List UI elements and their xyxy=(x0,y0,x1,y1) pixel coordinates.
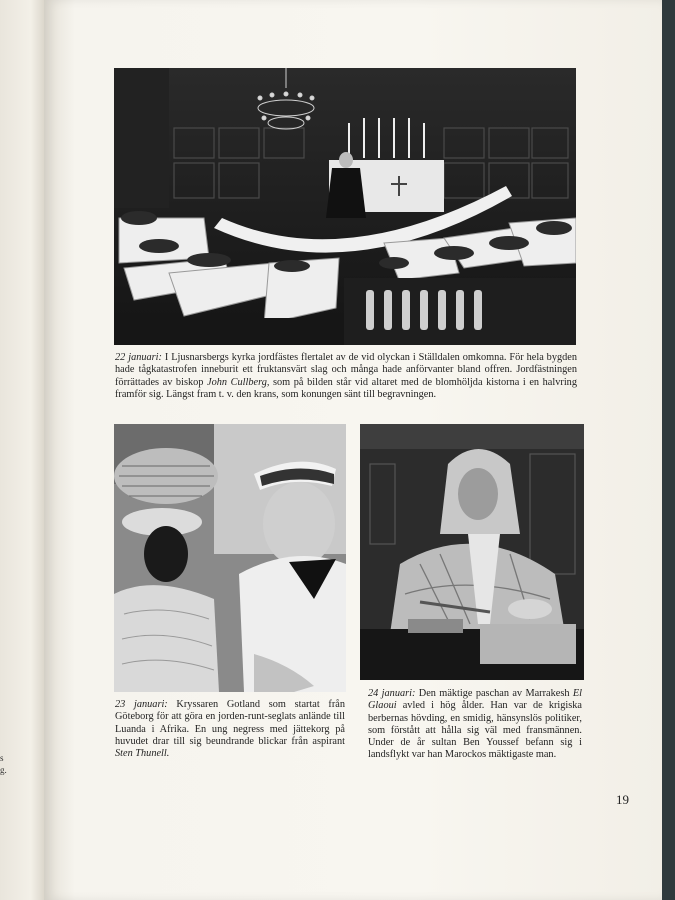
church-funeral-photo xyxy=(114,68,576,345)
caption-text: I Ljusnarsbergs kyrka jordfästes flertalet av de vid olyckan i Ställdalen omkomna. För hela bygden hade tågkatastrofen inneburit ett fruktansvärt slag och många hade anförvanter bland offren. Jordfästningen förrättades av biskop xyxy=(115,352,577,388)
caption-person-name: Sten Thunell. xyxy=(115,748,170,760)
left-page-edge xyxy=(0,0,44,900)
caption-text: Den mäktige paschan av Marrakesh xyxy=(415,688,573,699)
caption-person-name: El Glaoui xyxy=(368,688,582,712)
caption-23-januari xyxy=(115,699,345,760)
el-glaoui-photo xyxy=(360,424,584,680)
caption-person-name: John Cullberg, xyxy=(207,376,270,388)
caption-date: 22 januari: xyxy=(115,352,162,363)
page-number: 19 xyxy=(616,792,629,807)
caption-24-januari xyxy=(368,688,582,762)
caption-text: avled i hög ålder. Han var de krigiska berbernas hövding, en smidig, hänsynslös politiker, som förstått att hålla sig väl med fransmännen. Under de år sultan Ben Youssef befann sig i landsflykt var han Marockos mäktigaste man. xyxy=(368,700,582,761)
book-page xyxy=(44,0,662,900)
left-page-mark: s xyxy=(0,753,4,763)
caption-text: Kryssaren Gotland som startat från Göteborg för att göra en jorden-runt-seglats anlände till Luanda i Afrika. En ung negress med jättekorg på huvudet drar till sig beundrande blickar från aspirant xyxy=(115,699,346,747)
caption-date: 23 januari: xyxy=(115,699,168,710)
caption-text: som på bilden står vid altaret med de blomhöljda kistorna i en halvring framför sig. Längst fram t. v. den krans, som konungen sänt till begravningen. xyxy=(115,376,577,400)
left-page-mark: g. xyxy=(0,765,7,775)
sailor-luanda-photo xyxy=(114,424,346,692)
left-page-marks xyxy=(0,752,7,776)
caption-22-januari xyxy=(115,352,577,401)
background-edge xyxy=(662,0,675,900)
caption-date: 24 januari: xyxy=(368,688,416,699)
